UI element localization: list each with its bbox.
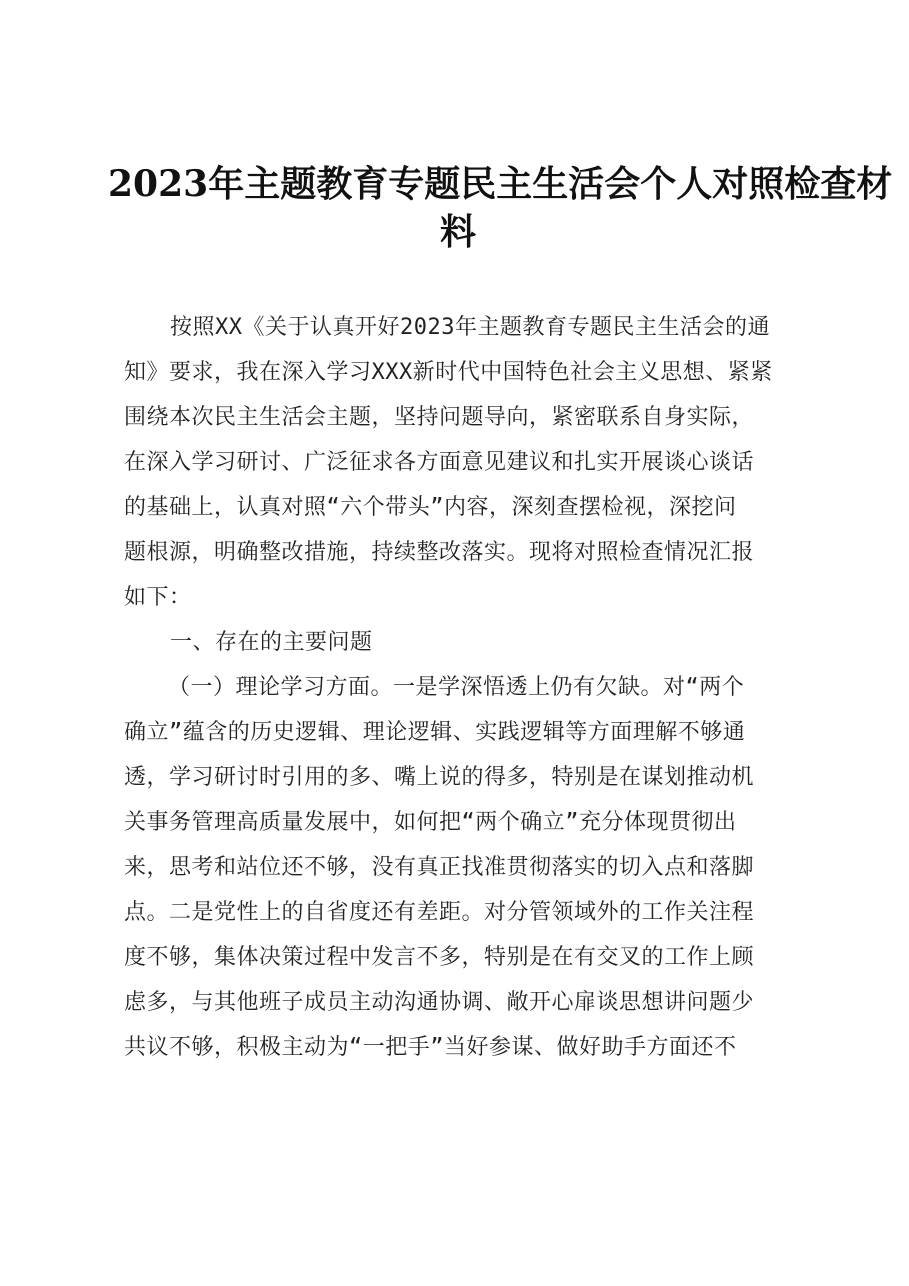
paragraph-2-line: 虑多，与其他班子成员主动沟通协调、敞开心扉谈思想讲问题少: [124, 990, 755, 1015]
paragraph-2-line: 关事务管理高质量发展中，如何把“两个确立”充分体现贯彻出: [124, 810, 737, 835]
title-line-1: 2023年主题教育专题民主生活会个人对照检查材: [108, 163, 893, 205]
paragraph-2-line: 度不够，集体决策过程中发言不多，特别是在有交叉的工作上顾: [124, 945, 755, 970]
paragraph-2-line: 透，学习研讨时引用的多、嘴上说的得多，特别是在谋划推动机: [124, 765, 755, 790]
paragraph-1-line: 的基础上，认真对照“六个带头”内容，深刻查摆检视，深挖问: [124, 495, 737, 520]
paragraph-1-line: 围绕本次民主生活会主题，坚持问题导向，紧密联系自身实际，: [124, 405, 755, 430]
paragraph-2-line: 来，思考和站位还不够，没有真正找准贯彻落实的切入点和落脚: [124, 855, 755, 880]
document-body: [124, 305, 814, 1070]
title-line-2: 料: [439, 211, 476, 253]
paragraph-1-line: 题根源，明确整改措施，持续整改落实。现将对照检查情况汇报: [124, 540, 755, 565]
paragraph-1-line: 知》要求，我在深入学习XXX新时代中国特色社会主义思想、紧紧: [124, 360, 773, 385]
paragraph-2-line: 确立”蕴含的历史逻辑、理论逻辑、实践逻辑等方面理解不够通: [124, 720, 746, 745]
paragraph-2-line: （一）理论学习方面。一是学深悟透上仍有欠缺。对“两个: [168, 675, 745, 700]
document-title: [108, 160, 893, 256]
paragraph-2-line: 点。二是党性上的自省度还有差距。对分管领域外的工作关注程: [124, 900, 755, 925]
section-heading: 一、存在的主要问题: [170, 630, 373, 655]
paragraph-1-line: 按照XX《关于认真开好2023年主题教育专题民主生活会的通: [170, 315, 770, 340]
paragraph-1-line: 如下：: [124, 585, 192, 610]
paragraph-2-line: 共议不够，积极主动为“一把手”当好参谋、做好助手方面还不: [124, 1035, 737, 1060]
paragraph-1-line: 在深入学习研讨、广泛征求各方面意见建议和扎实开展谈心谈话: [124, 450, 755, 475]
